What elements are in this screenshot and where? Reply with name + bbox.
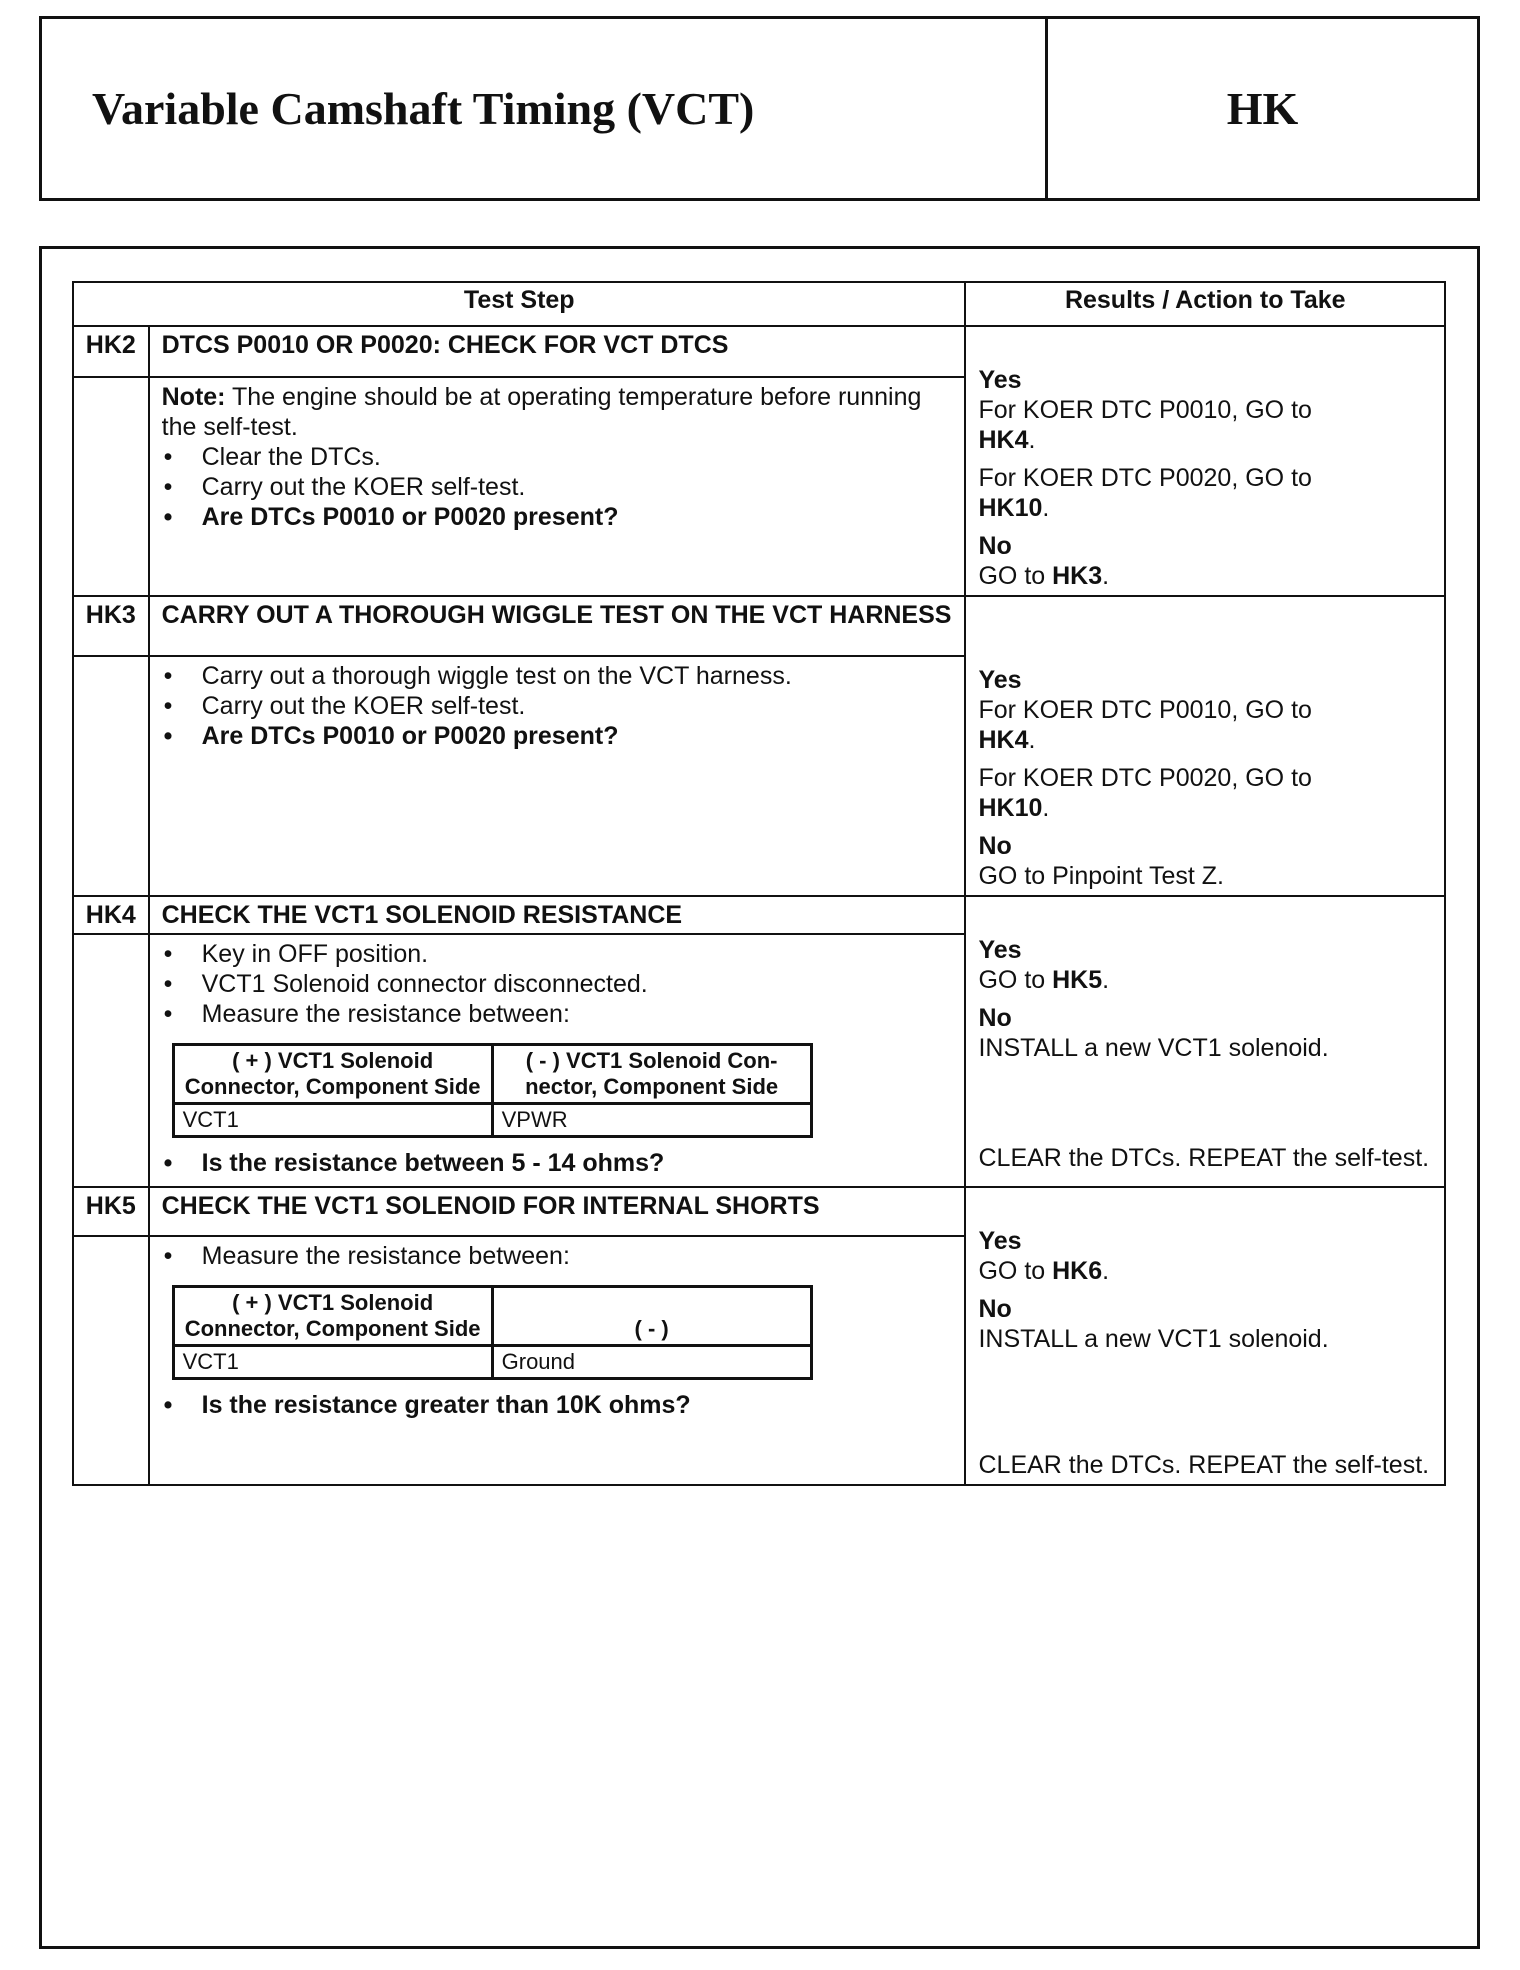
step-question: • Is the resistance between 5 - 14 ohms? xyxy=(162,1148,953,1178)
step-title-row-hk3 xyxy=(73,596,1445,656)
step-title-row-hk4 xyxy=(73,896,1445,934)
step-id: HK2 xyxy=(73,326,149,377)
yes-ref: HK5 xyxy=(1052,966,1103,994)
measurement-table xyxy=(172,1285,813,1380)
clear-note: CLEAR the DTCs. REPEAT the self-test. xyxy=(978,1451,1430,1479)
col-results: Results / Action to Take xyxy=(965,282,1445,326)
no-label: No xyxy=(978,832,1012,860)
yes-label: Yes xyxy=(978,666,1022,694)
no-text: GO to xyxy=(978,562,1046,590)
step-id: HK5 xyxy=(73,1187,149,1236)
step-id: HK3 xyxy=(73,596,149,656)
yes-label: Yes xyxy=(978,366,1022,394)
yes-ref: HK10 xyxy=(978,794,1043,822)
list-item: • Carry out a thorough wiggle test on the VCT harness. xyxy=(162,661,953,691)
step-question: • Is the resistance greater than 10K ohms? xyxy=(162,1390,953,1420)
step-body xyxy=(149,1236,966,1485)
table-header-row xyxy=(73,282,1445,326)
measurement-value: VCT1 xyxy=(173,1104,492,1137)
list-item: • VCT1 Solenoid connector disconnected. xyxy=(162,969,953,999)
yes-text: For KOER DTC P0020, GO to xyxy=(978,764,1312,792)
step-bullets xyxy=(162,939,953,1029)
yes-label: Yes xyxy=(978,1227,1022,1255)
list-item: • Measure the resistance between: xyxy=(162,999,953,1029)
yes-ref: HK4 xyxy=(978,426,1029,454)
list-item: • Key in OFF position. xyxy=(162,939,953,969)
list-item: • Measure the resistance between: xyxy=(162,1241,953,1271)
no-text: GO to Pinpoint Test Z. xyxy=(978,862,1224,890)
col-test-step: Test Step xyxy=(73,282,965,326)
step-question: • Are DTCs P0010 or P0020 present? xyxy=(162,502,953,532)
step-bullets xyxy=(162,442,953,532)
yes-text: For KOER DTC P0010, GO to xyxy=(978,696,1312,724)
no-ref: HK3 xyxy=(1052,562,1103,590)
step-title: DTCS P0010 OR P0020: CHECK FOR VCT DTCS xyxy=(149,326,966,377)
no-label: No xyxy=(978,1295,1012,1323)
yes-text: For KOER DTC P0010, GO to xyxy=(978,396,1312,424)
step-body xyxy=(149,377,966,596)
yes-ref: HK6 xyxy=(1052,1257,1103,1285)
measurement-header: ( - ) xyxy=(492,1287,811,1346)
step-title: CARRY OUT A THOROUGH WIGGLE TEST ON THE VCT HARNESS xyxy=(149,596,966,656)
step-title-row-hk5 xyxy=(73,1187,1445,1236)
step-title-row-hk2 xyxy=(73,326,1445,377)
measurement-header: ( + ) VCT1 Solenoid Connector, Component Side xyxy=(173,1287,492,1346)
step-note: Note: The engine should be at operating temperature before running the self-test. xyxy=(161,382,922,441)
no-label: No xyxy=(978,532,1012,560)
yes-ref: HK4 xyxy=(978,726,1029,754)
step-body xyxy=(149,934,966,1187)
measurement-header: ( + ) VCT1 Solenoid Connector, Component Side xyxy=(173,1045,492,1104)
step-bullets xyxy=(162,661,953,751)
measurement-header: ( - ) VCT1 Solenoid Con- nector, Component Side xyxy=(492,1045,811,1104)
measurement-value: Ground xyxy=(492,1346,811,1379)
measurement-value: VCT1 xyxy=(173,1346,492,1379)
step-title: CHECK THE VCT1 SOLENOID FOR INTERNAL SHORTS xyxy=(149,1187,966,1236)
step-question: • Are DTCs P0010 or P0020 present? xyxy=(162,721,953,751)
no-text: INSTALL a new VCT1 solenoid. xyxy=(978,1325,1329,1353)
list-item: • Carry out the KOER self-test. xyxy=(162,472,953,502)
yes-ref: HK10 xyxy=(978,494,1043,522)
measurement-table xyxy=(172,1043,813,1138)
yes-text: GO to xyxy=(978,966,1046,994)
list-item: • Clear the DTCs. xyxy=(162,442,953,472)
list-item: • Carry out the KOER self-test. xyxy=(162,691,953,721)
pinpoint-test-table xyxy=(72,281,1446,1486)
step-title: CHECK THE VCT1 SOLENOID RESISTANCE xyxy=(149,896,966,934)
step-results: Yes GO to HK5. No INSTALL a new VCT1 solenoid. CLEAR the DTCs. REPEAT the self-test. xyxy=(965,896,1445,1187)
step-results: Yes For KOER DTC P0010, GO to HK4. For KOER DTC P0020, GO to HK10. No GO to HK3. xyxy=(965,326,1445,596)
clear-note: CLEAR the DTCs. REPEAT the self-test. xyxy=(978,1144,1430,1172)
step-results: Yes For KOER DTC P0010, GO to HK4. For KOER DTC P0020, GO to HK10. No GO to Pinpoint Test Z. xyxy=(965,596,1445,896)
measurement-value: VPWR xyxy=(492,1104,811,1137)
no-text: INSTALL a new VCT1 solenoid. xyxy=(978,1034,1329,1062)
step-id: HK4 xyxy=(73,896,149,934)
page-title: Variable Camshaft Timing (VCT) xyxy=(42,19,1048,198)
yes-text: GO to xyxy=(978,1257,1046,1285)
page-header xyxy=(39,16,1480,201)
yes-label: Yes xyxy=(978,936,1022,964)
step-body xyxy=(149,656,966,896)
step-bullets xyxy=(162,1241,953,1271)
step-results: Yes GO to HK6. No INSTALL a new VCT1 solenoid. CLEAR the DTCs. REPEAT the self-test. xyxy=(965,1187,1445,1485)
yes-text: For KOER DTC P0020, GO to xyxy=(978,464,1312,492)
no-label: No xyxy=(978,1004,1012,1032)
section-code: HK xyxy=(1226,83,1299,134)
